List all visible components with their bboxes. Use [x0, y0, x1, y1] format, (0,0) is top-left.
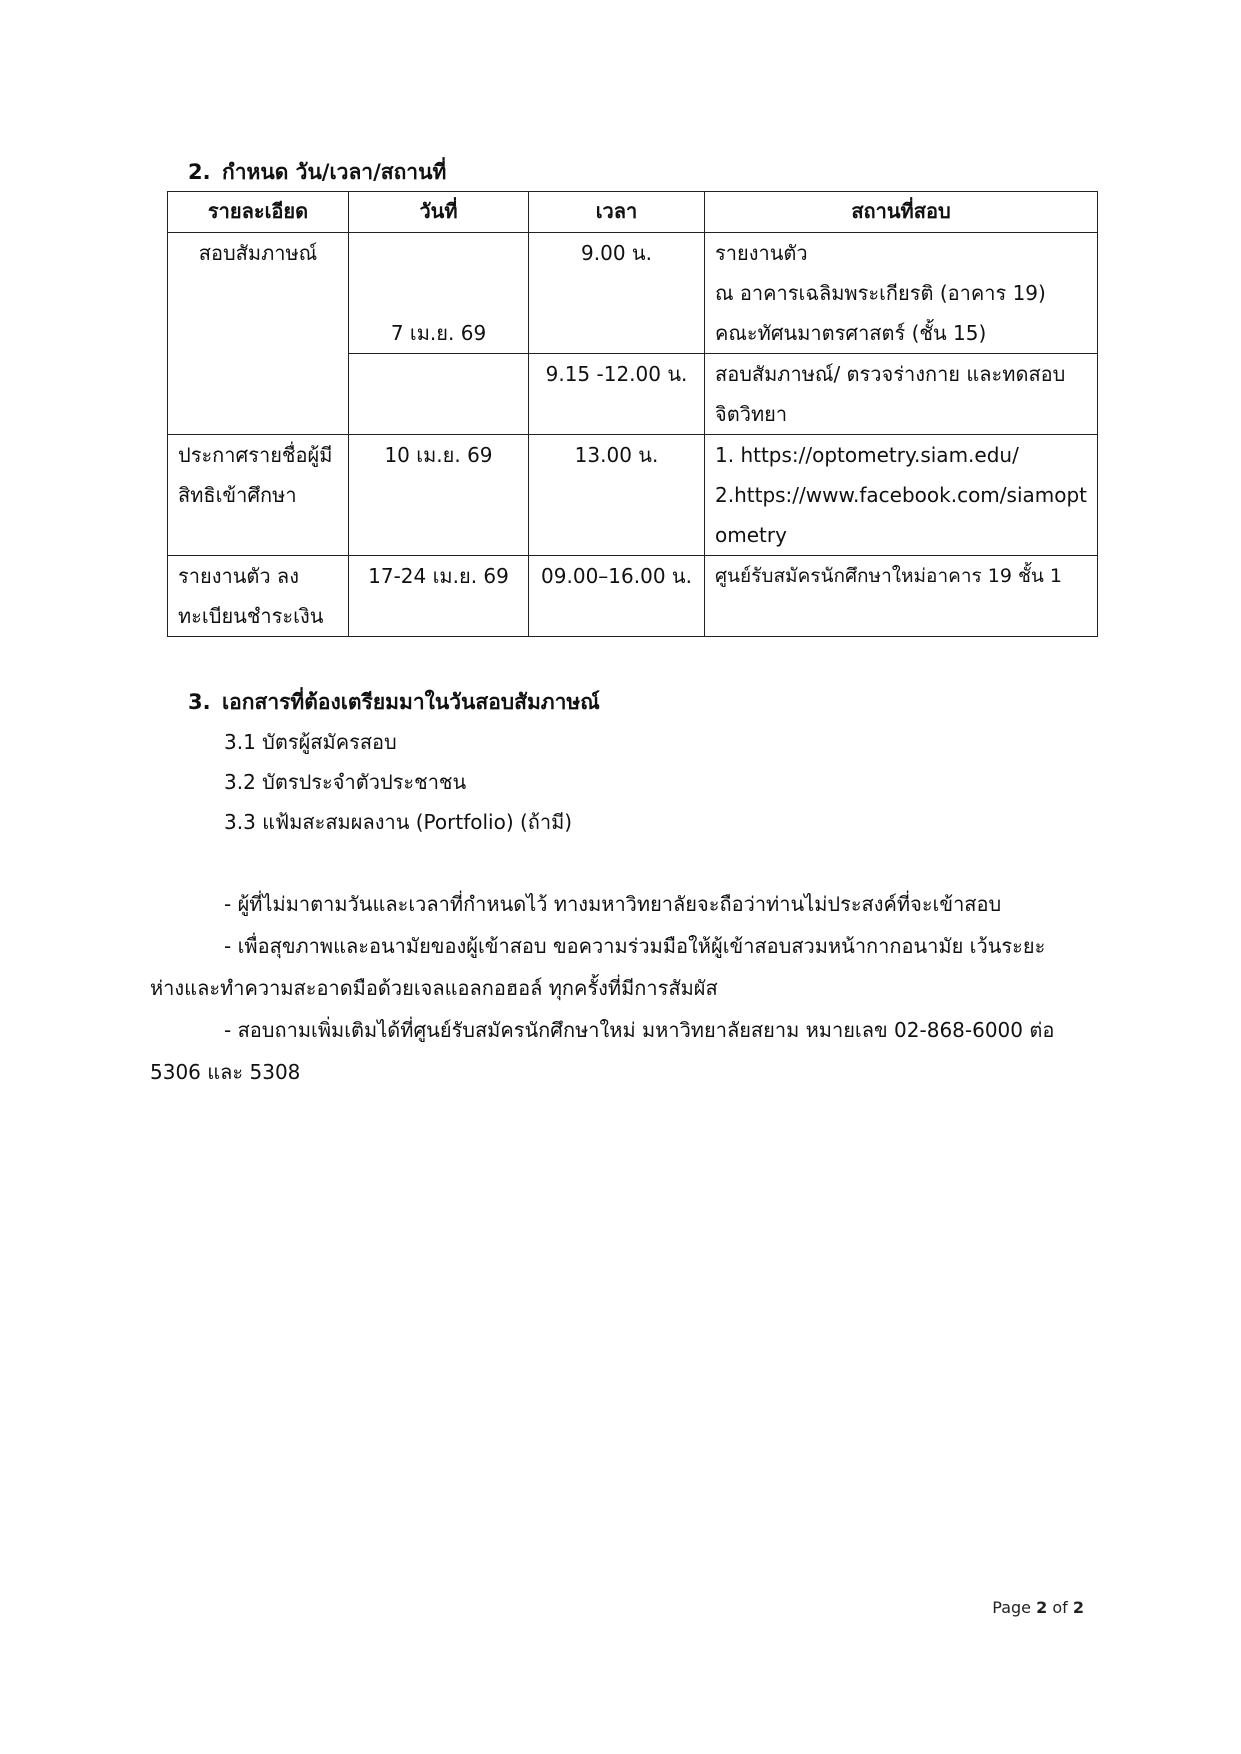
- row1-date: 7 เม.ย. 69: [390, 321, 487, 345]
- row1-place-a-line1: รายงานตัว: [715, 241, 808, 265]
- header-time: เวลา: [529, 192, 705, 233]
- row1-place-b: สอบสัมภาษณ์/ ตรวจร่างกาย และทดสอบจิตวิทยา: [705, 354, 1098, 435]
- row2-detail: ประกาศรายชื่อผู้มีสิทธิเข้าศึกษา: [168, 435, 349, 556]
- footer-of-label: of: [1052, 1598, 1068, 1617]
- row1-place-a-line3: คณะทัศนมาตรศาสตร์ (ชั้น 15): [715, 321, 987, 345]
- row1-time-a: 9.00 น.: [529, 233, 705, 354]
- page-footer: [992, 1598, 1084, 1617]
- note-item: - เพื่อสุขภาพและอนามัยของผู้เข้าสอบ ขอความร่วมมือให้ผู้เข้าสอบสวมหน้ากากอนามัย เว้นระยะห่างและทำความสะอาดมือด้วยเจลแอลกอฮอล์ ทุกครั้งที่มีการสัมผัส: [150, 934, 1046, 1000]
- row1-detail: สอบสัมภาษณ์: [168, 233, 349, 435]
- section-3-title: เอกสารที่ต้องเตรียมมาในวันสอบสัมภาษณ์: [222, 690, 600, 714]
- header-place: สถานที่สอบ: [705, 192, 1098, 233]
- row1-place-a-line2: ณ อาคารเฉลิมพระเกียรติ (อาคาร 19): [715, 281, 1046, 305]
- table-header-row: [168, 192, 1098, 233]
- section-3-heading: [188, 688, 600, 716]
- table-row: [168, 556, 1098, 637]
- row2-place-line2: 2.https://www.facebook.com/siamoptometry: [715, 483, 1088, 547]
- note-item: - สอบถามเพิ่มเติมได้ที่ศูนย์รับสมัครนักศึกษาใหม่ มหาวิทยาลัยสยาม หมายเลข 02-868-6000 ต่อ 5306 และ 5308: [150, 1018, 1055, 1084]
- section-2-title: กำหนด วัน/เวลา/สถานที่: [222, 160, 447, 184]
- table-row: [168, 435, 1098, 556]
- footer-page-label: Page: [992, 1598, 1032, 1617]
- documents-list: [224, 722, 572, 842]
- schedule-table: [167, 191, 1098, 637]
- footer-total-pages: 2: [1072, 1598, 1084, 1617]
- header-date: วันที่: [349, 192, 529, 233]
- row2-place: [705, 435, 1098, 556]
- row1-date-cell: [349, 233, 529, 354]
- row3-place: ศูนย์รับสมัครนักศึกษาใหม่อาคาร 19 ชั้น 1: [705, 556, 1098, 637]
- row3-time: 09.00–16.00 น.: [529, 556, 705, 637]
- row1-date-cont: [349, 354, 529, 435]
- section-3-number: 3.: [188, 690, 211, 714]
- row1-place-a: [705, 233, 1098, 354]
- notes-block: [150, 883, 1070, 1093]
- list-item: 3.3 แฟ้มสะสมผลงาน (Portfolio) (ถ้ามี): [224, 810, 573, 834]
- row3-detail: รายงานตัว ลงทะเบียนชำระเงิน: [168, 556, 349, 637]
- section-2-heading: [188, 158, 446, 186]
- row2-date: 10 เม.ย. 69: [349, 435, 529, 556]
- footer-current-page: 2: [1036, 1598, 1048, 1617]
- header-detail: รายละเอียด: [168, 192, 349, 233]
- row1-time-b: 9.15 -12.00 น.: [529, 354, 705, 435]
- row2-place-line1: 1. https://optometry.siam.edu/: [715, 443, 1019, 467]
- note-item: - ผู้ที่ไม่มาตามวันและเวลาที่กำหนดไว้ ทางมหาวิทยาลัยจะถือว่าท่านไม่ประสงค์ที่จะเข้าสอบ: [224, 892, 1002, 916]
- row3-date: 17-24 เม.ย. 69: [349, 556, 529, 637]
- list-item: 3.2 บัตรประจำตัวประชาชน: [224, 770, 467, 794]
- row2-time: 13.00 น.: [529, 435, 705, 556]
- section-2-number: 2.: [188, 160, 211, 184]
- table-row: [168, 233, 1098, 354]
- list-item: 3.1 บัตรผู้สมัครสอบ: [224, 730, 397, 754]
